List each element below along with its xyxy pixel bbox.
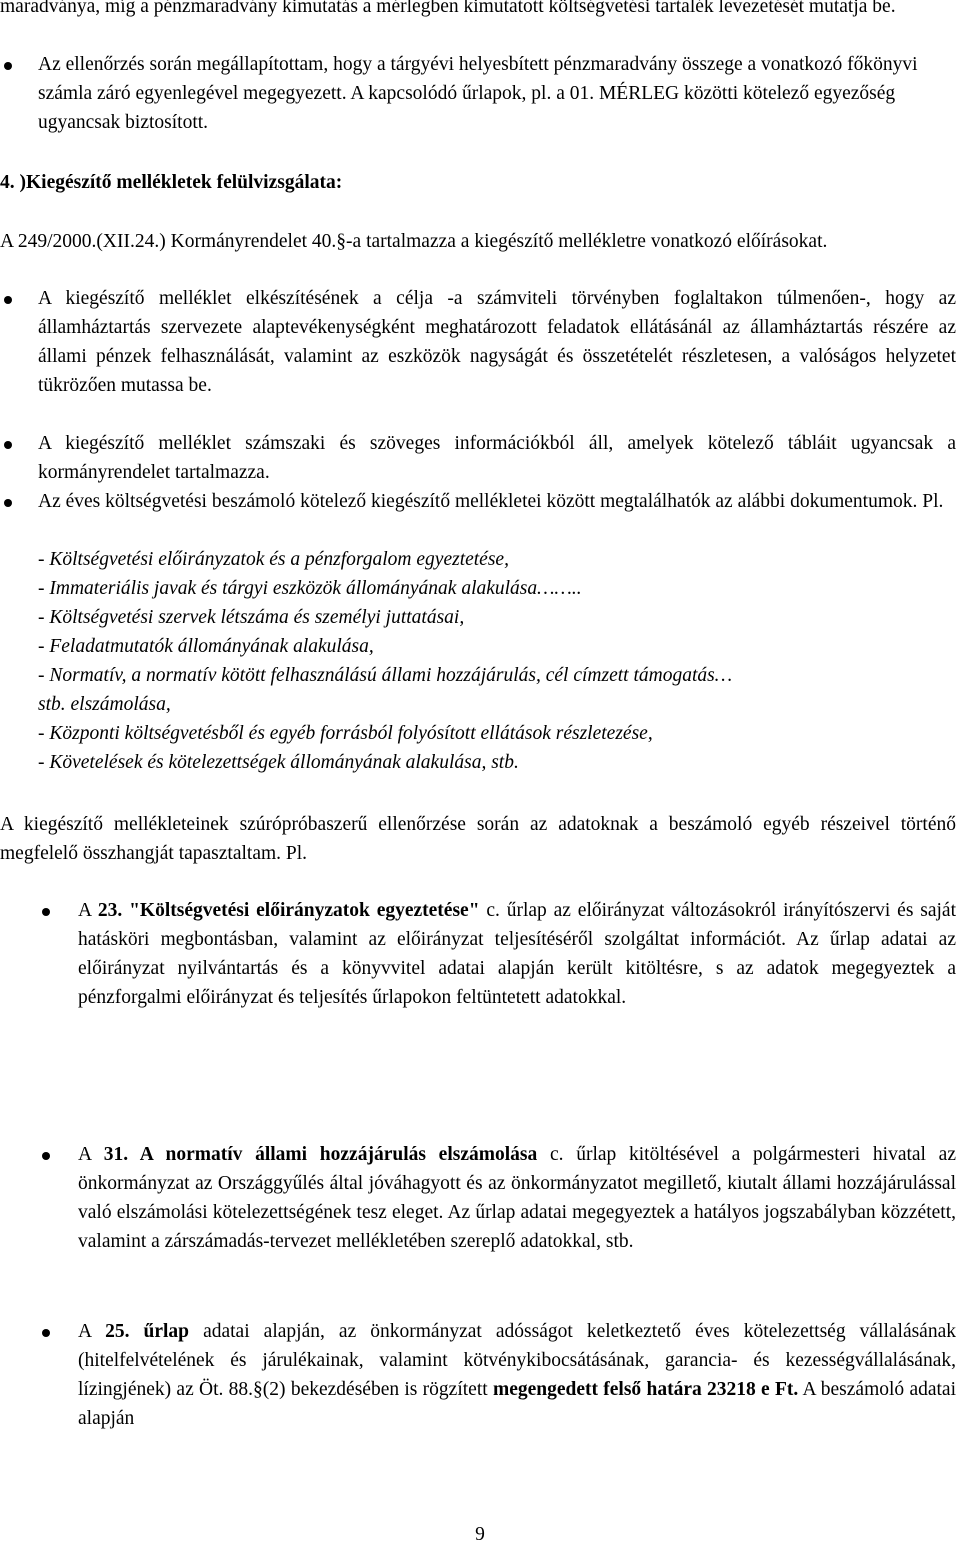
bullet-item-form25 xyxy=(78,1317,956,1433)
form31-title: 31. A normatív állami hozzájárulás elszámolása xyxy=(103,1144,538,1165)
form25-limit: megengedett felső határa 23218 e Ft. xyxy=(492,1379,799,1400)
bullet-text: Az ellenőrzés során megállapítottam, hogy a tárgyévi helyesbített pénzmaradvány összege a vonatkozó főkönyvi számla záró egyenlegével megegyezett. A kapcsolódó űrlapok, pl. a 01. MÉRLEG közötti kötelező egyezőség ugyancsak biztosított. xyxy=(38,54,918,133)
form23-text: c. űrlap az előirányzat változásokról irányítószervi és saját hatásköri megbontásban, valamint az előirányzat teljesítéséről szolgáltat információt. Az űrlap adatai az előirányzat nyilvántartás és a könyvvitel adatai alapján került kitöltésre, s az adatok megegyeztek a pénzforgalmi előirányzat és teljesítés űrlapokon feltüntetett adatokkal. xyxy=(78,900,957,1008)
section-heading xyxy=(0,168,956,197)
form31-pre: A xyxy=(78,1144,104,1165)
section-intro-text: A 249/2000.(XII.24.) Kormányrendelet 40.§-a tartalmazza a kiegészítő mellékletre vonatkozó előírásokat. xyxy=(0,231,828,252)
form25-title: 25. űrlap xyxy=(105,1321,190,1342)
list-item: - Költségvetési szervek létszáma és személyi juttatásai, xyxy=(38,607,465,628)
bullet-item-form23 xyxy=(78,896,956,1012)
form31-text: c. űrlap kitöltésével a polgármesteri hivatal az önkormányzat az Országgyűlés által jóváhagyott és az önkormányzatot megillető, kiutalt állami hozzájárulással való elszámolási kötelezettségének tesz eleget. Az űrlap adatai megegyeztek a hatályos jogszabályban közzétett, valamint a zárszámadás-tervezet mellékletében szereplő adatokkal, stb. xyxy=(78,1144,956,1252)
list-item: - Központi költségvetésből és egyéb forrásból folyósított ellátások részletezése, xyxy=(38,723,653,744)
bullet-dot xyxy=(4,499,12,507)
list-item: stb. elszámolása, xyxy=(38,694,171,715)
list-item: - Költségvetési előirányzatok és a pénzforgalom egyeztetése, xyxy=(38,549,509,570)
form25-text: adatai alapján, az önkormányzat adósságot keletkeztető éves kötelezettség vállalásának (hitelfelvételének és járulékainak, valamint kötvénykibocsátásának, garancia- és kezességvállalásának, lízingjének) az Öt. 88.§(2) bekezdésében is rögzített xyxy=(78,1321,956,1400)
intro-text: maradványa, míg a pénzmaradvány kimutatás a mérlegben kimutatott költségvetési tartalék levezetését mutatja be. xyxy=(0,0,896,17)
list-item: - Követelések és kötelezettségek állományának alakulása, stb. xyxy=(38,752,519,773)
form23-pre: A xyxy=(78,900,98,921)
intro-paragraph xyxy=(0,0,956,21)
bullet-item-szamszaki xyxy=(38,429,956,487)
bullet-text: A kiegészítő melléklet számszaki és szöveges információkból áll, amelyek kötelező tábláit ugyancsak a kormányrendelet tartalmazza. xyxy=(38,433,956,483)
bullet-text: A kiegészítő melléklet elkészítésének a célja -a számviteli törvényben foglaltakon túlmenően-, hogy az államháztartás szervezete alaptevékenységként meghatározott feladatok ellátásánál az államháztartás részére az állami pénzek felhasználását, valamint az eszközök nagyságát és összetételét részletesen, a valóságos helyzetet tükrözően mutassa be. xyxy=(38,288,956,396)
list-item: - Normatív, a normatív kötött felhasználású állami hozzájárulás, cél címzett támogatás… xyxy=(38,665,733,686)
form23-title: 23. "Költségvetési előirányzatok egyeztetése" xyxy=(97,900,480,921)
list-item: - Immateriális javak és tárgyi eszközök állományának alakulása…….. xyxy=(38,578,582,599)
section-heading-text: 4. )Kiegészítő mellékletek felülvizsgálata: xyxy=(0,172,343,193)
check-paragraph xyxy=(0,810,956,868)
form25-pre: A xyxy=(78,1321,106,1342)
bullet-dot xyxy=(4,296,12,304)
page-number: 9 xyxy=(475,1524,485,1545)
bullet-dot xyxy=(42,1329,50,1337)
list-item: - Feladatmutatók állományának alakulása, xyxy=(38,636,374,657)
document-list xyxy=(38,545,956,777)
bullet-item-penzmaradvany xyxy=(38,50,956,137)
form25-end: A beszámoló adatai alapján xyxy=(78,1379,956,1429)
bullet-dot xyxy=(4,62,12,70)
bullet-dot xyxy=(42,908,50,916)
bullet-item-eves xyxy=(38,487,956,516)
check-paragraph-text: A kiegészítő mellékleteinek szúrópróbaszerű ellenőrzése során az adatoknak a beszámoló egyéb részeivel történő megfelelő összhangját tapasztaltam. Pl. xyxy=(0,814,956,864)
bullet-text: Az éves költségvetési beszámoló kötelező kiegészítő mellékletei között megtalálhatók az alábbi dokumentumok. Pl. xyxy=(38,491,944,512)
bullet-dot xyxy=(42,1152,50,1160)
section-intro xyxy=(0,227,958,256)
bullet-item-form31 xyxy=(78,1140,956,1256)
bullet-item-cel xyxy=(38,284,956,400)
bullet-dot xyxy=(4,441,12,449)
